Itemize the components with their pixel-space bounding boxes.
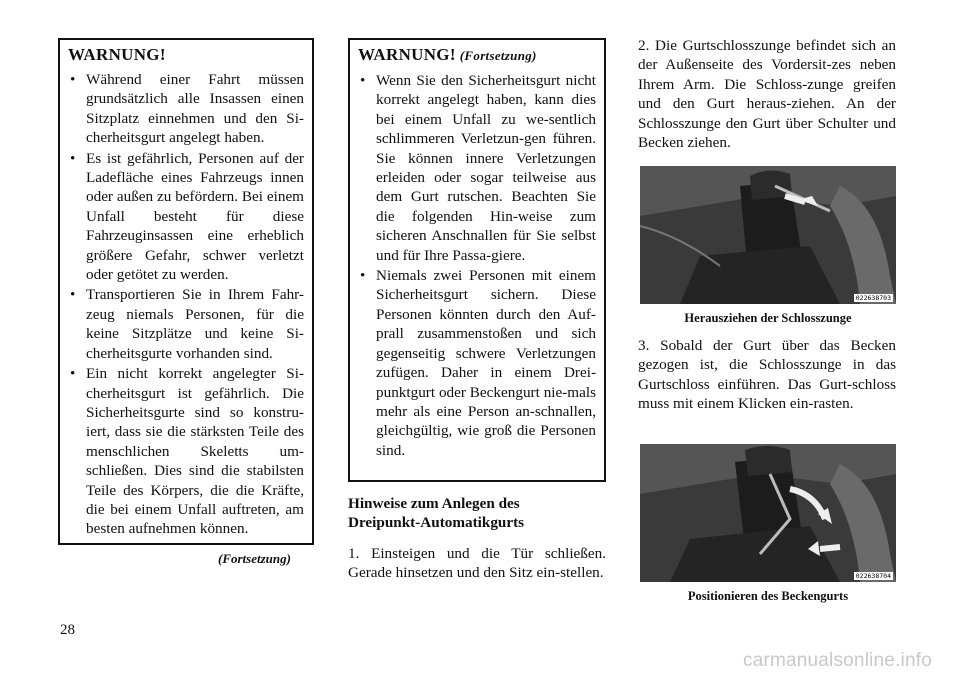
warning-item: • Ein nicht korrekt angelegter Si-cherheitsgurt ist gefährlich. Die Sicherheitsgurte sind so konstru-iert, dass sie die stärksten Teile des menschlichen Skeletts um-schließen. Dies sind die stabilsten Teile des Körpers, die die Kräfte, die bei einem Unfall auftreten, am besten aufnehmen können.: [68, 364, 304, 539]
warning-item: • Transportieren Sie in Ihrem Fahr-zeug niemals Personen, für die keine Sitzplätze und keine Si-cherheitsgurte vorhanden sind.: [68, 285, 304, 363]
step-2-text: 2. Die Gurtschlosszunge befindet sich an der Außenseite des Vordersit-zes neben Ihrem Arm. Die Schloss-zunge greifen und den Gurt heraus-ziehen. An der Schlosszunge den Gurt über Schulter und Becken ziehen.: [638, 37, 896, 152]
figure-position-lap-belt: [640, 444, 896, 582]
watermark-text: carmanualsonline.info: [742, 650, 932, 671]
figure-code: 022638704: [855, 572, 891, 580]
continued-note: (Fortsetzung): [218, 551, 291, 566]
warning-item: • Es ist gefährlich, Personen auf der Ladefläche eines Fahrzeugs innen oder außen zu befördern. Bei einem Unfall besteht für diese Fahrzeuginsassen eine erheblich größere Gefahr, schwer verletzt oder getötet zu werden.: [68, 149, 304, 285]
step-1-text: 1. Einsteigen und die Tür schließen. Gerade hinsetzen und den Sitz ein-stellen.: [348, 545, 606, 582]
section-heading: [348, 494, 606, 533]
warning-item: • Während einer Fahrt müssen grundsätzlich alle Insassen einen Sitzplatz einnehmen und den Si-cherheitsgurt angelegt haben.: [68, 70, 304, 148]
section-heading-line: Hinweise zum Anlegen des: [348, 495, 520, 512]
figure-pull-latch-plate: [640, 166, 896, 304]
warning-title-continued: [358, 44, 596, 67]
warning-title: WARNUNG!: [68, 45, 166, 64]
figure-code: 022638703: [855, 294, 891, 302]
figure-caption: Positionieren des Beckengurts: [687, 589, 849, 603]
section-heading-line: Dreipunkt-Automatikgurts: [348, 514, 525, 532]
step-3-text: 3. Sobald der Gurt über das Becken gezogen ist, die Schlosszunge in das Gurtschloss einführen. Das Gurt-schloss muss mit einem Klicken ein-rasten.: [638, 337, 896, 413]
warning-title: WARNUNG!: [358, 45, 456, 64]
warning-list: [68, 70, 304, 539]
seat-illustration: [640, 444, 896, 582]
figure-caption: Herausziehen der Schlosszunge: [684, 311, 852, 325]
warning-item: • Wenn Sie den Sicherheitsgurt nicht korrekt angelegt haben, kann dies bei einem Unfall zu we-sentlich schlimmeren Verletzun-gen führen. Sie können innere Verletzungen erleiden oder sogar teilweise aus dem Gurt rutschen. Beachten Sie die folgenden Hin-weise zum sicheren Anschnallen für Sie selbst und für Ihre Passa-giere.: [358, 71, 596, 265]
continued-tag: (Fortsetzung): [459, 48, 537, 63]
warning-box-middle: [348, 38, 606, 482]
warning-box-left: [58, 38, 314, 545]
warning-item: • Niemals zwei Personen mit einem Sicherheitsgurt sichern. Diese Personen könnten durch den Auf-prall zusammenstoßen und sich gegenseitig schwere Verletzungen zufügen. Daher in einem Drei-punktgurt oder Beckengurt nie-mals mehr als eine Person an-schnallen, gleichgültig, wie groß die Personen sind.: [358, 266, 596, 460]
seat-illustration: [640, 166, 896, 304]
page-number: 28: [60, 622, 75, 638]
warning-list: [358, 71, 596, 460]
